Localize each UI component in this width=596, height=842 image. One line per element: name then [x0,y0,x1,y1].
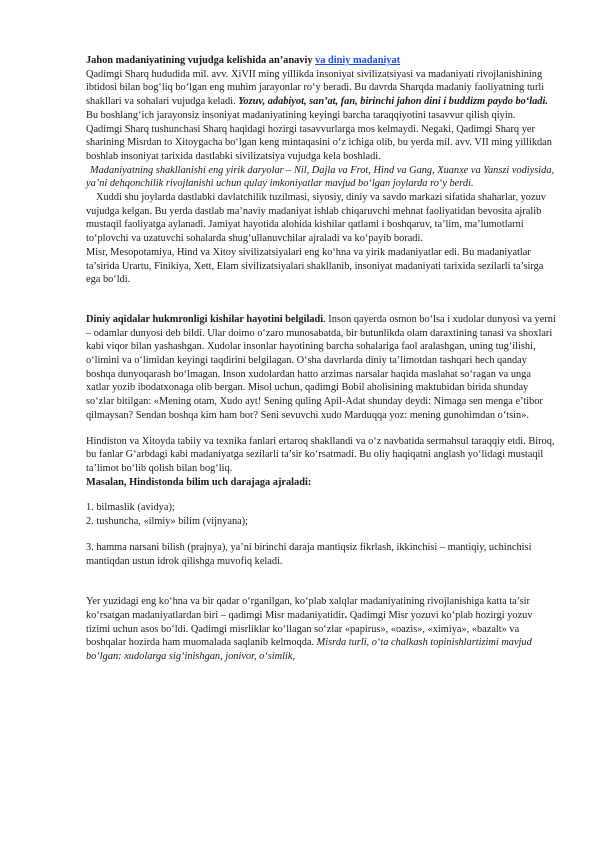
spacer [86,423,556,435]
section-heading [86,54,556,68]
heading-link[interactable]: va diniy madaniyat [315,55,401,66]
paragraph-italic: Madaniyatning shakllanishi eng yirik daryolar – Nil, Dajla va Frot, Hind va Gang, Xuanxe va Yanszi vodiysida, ya’ni dehqonchilik rivojlanishi uchun qulay imkoniyatlar mavjud bo‘lgan joylarda ro‘y berdi. [86,164,555,190]
spacer [86,489,556,501]
paragraph [86,68,556,123]
paragraph [86,313,556,423]
list-item: 2. tushuncha, «ilmiy» bilim (vijnyana); [86,516,249,528]
spacer [86,568,556,595]
paragraph-italic: Misrda turli, o‘ta chalkash topinishlartizimi mavjud bo‘lgan: xudolarga sig‘inishgan, jonivor, o‘simlik, [86,637,532,663]
paragraph-lead: Diniy aqidalar hukmronligi kishilar hayotini belgiladi [86,313,324,325]
list-item: 3. hamma narsani bilish (prajnya), ya’ni birinchi daraja mantiqsiz fikrlash, ikkinchisi – mantiqiy, uchinchisi mantiqdan ustun idrok qilishga muvofiq keladi. [86,541,532,567]
heading-text: Jahon madaniyatining vujudga kelishida an’anaviy [86,55,316,66]
paragraph-text: Qadimgi Misr yozuvi ko‘plab hozirgi yozuv tizimi uchun asos bo‘ldi. Qadimgi misrliklar ko‘llagan so‘zlar «papirus», «oazis», «ximiya», «bazalt» va boshqalar hozirda ham muomalada saqlanib kelmoqda. [86,609,533,649]
paragraph-dot: . [344,609,348,621]
paragraph-emphasis: Yozuv, adabiyot, san’at, fan, birinchi jahon dini i buddizm paydo bo‘ladi. [238,96,548,108]
spacer [86,529,556,541]
spacer [86,287,556,313]
paragraph: Qadimgi Sharq tushunchasi Sharq haqidagi hozirgi tasavvurlarga mos kelmaydi. Negaki, Qadimgi Sharq yer sharining Misrdan to Xitoygacha bo‘lgan keng mintaqasini o‘z ichiga olib, bu yerda mil. avv. VII ming yillikdan boshlab insoniyat tarixida dastlabki sivilizatsiya vujudga kela boshladi. [86,123,552,162]
paragraph-text: Yer yuzidagi eng ko‘hna va bir qadar o‘rganilgan, ko‘plab xalqlar madaniyatining rivojlanishiga katta ta’sir ko‘rsatgan madaniyatlardan biri – qadimgi Misr madaniyatidir [86,596,530,621]
paragraph: Misr, Mesopotamiya, Hind va Xitoy sivilizatsiyalari eng ko‘hna va yirik madaniyatlar edi. Bu madaniyatlar ta’sirida Urartu, Finikiya, Xett, Elam sivilizatsiyalari shakllanib, insoniyat madaniyati tarixida sezilarli ta’sirga ega bo‘ldi. [86,246,544,286]
paragraph-text: Bu boshlang‘ich jarayonsiz insoniyat madaniyatining keyingi barcha taraqqiyotini tasavvur qilish qiyin. [86,109,516,121]
paragraph-text: Qadimgi Sharq hududida mil. avv. XiVII ming yillikda insoniyat sivilizatsiyasi va madaniyati rivojlanishining ibtidosi bilan bog‘liq bo‘lgan eng muhim jarayonlar ro‘y beradi. Bu davrda Sharqda madaniy faoliyatning turli shakllari va sohalari vujudga keladi. [86,68,545,108]
paragraph-text: . Inson qayerda osmon bo‘lsa i xudolar dunyosi va yerni – odamlar dunyosi deb bildi. Ular doimo o‘zaro munosabatda, bir butunlikda olam daraxtining tanasi va shoxlari kabi viqor bilan yashashgan. Xudolar insonlar hayotining barcha sohalariga faol aralashgan, uning tug‘ilishi, o‘limini va o‘limidan keyingi taqdirini belgilagan. O‘sha davrlarda diniy ta’limotdan tashqari hech qanday boshqa dunyoqarash bo‘lmagan. Inson xudolardan hatto arzimas narsalar haqida maslahat so‘ragan va unga xatlar yozib ibodatxonaga olib bergan. Misol uchun, qadimgi Bobil aholisining maktubidan birida shunday so‘zlar bitilgan: «Mening otam, Xudo ayt! Sening quling Apil-Adat shunday deydi: Nimaga sen menga e’tibor qilmaysan? Sendan boshqa kim ham bor? Seni sevuvchi xudo Marduqqa yoz: mening gunohimdan o‘tsin». [86,313,556,421]
paragraph: Xuddi shu joylarda dastlabki davlatchilik tuzilmasi, siyosiy, diniy va savdo markazi sifatida shaharlar, yozuv vujudga kelgan. Bu yerda dastlab ma’naviy madaniyat ishlab chiqaruvchi mehnat faoliyatidan bevosita ajralib mustaqil faoliyatga aylanadi. Jamiyat hayotida alohida kishilar qatlami i boshqaruv, ta’lim, ma’lumotlarni to‘plovchi va uzatuvchi sohalarda shug‘ullanuvchilar ajraladi va ko‘payib boradi. [86,192,546,245]
list-intro: Masalan, Hindistonda bilim uch darajaga ajraladi: [86,476,312,488]
paragraph [86,595,556,664]
list [86,501,556,528]
list-item: 1. bilmaslik (avidya); [86,502,175,514]
paragraph: Hindiston va Xitoyda tabiiy va texnika fanlari ertaroq shakllandi va o‘z navbatida sermahsul taraqqiy etdi. Biroq, bu fanlar G‘arbdagi kabi madaniyatga sezilarli ta’sir ko‘rsatmadi. Bu oliy haqiqatni anglash yo‘lidagi mustaqil ta’limot bo‘lib qolish bilan bog‘liq. [86,435,555,474]
